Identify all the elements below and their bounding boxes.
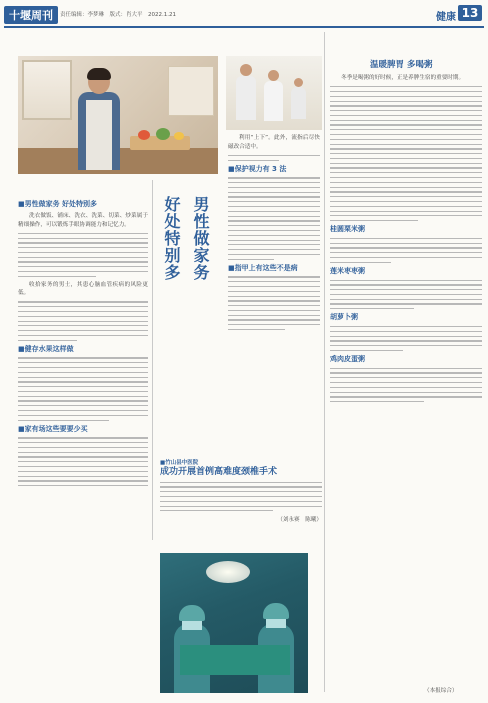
feature-title-line1: 男性做家务 — [191, 196, 210, 281]
paragraph: 洗衣做饭、铺床、洗衣、洗菜、切菜、炒菜属于精细操作，可以锻炼手眼协调能力和记忆力。 — [18, 213, 148, 228]
article-signature: （刘永赛 陈曦） — [277, 517, 322, 524]
feature-title — [156, 196, 216, 406]
feature-title-line2: 好处特别多 — [162, 196, 181, 281]
paragraph-lines — [18, 437, 148, 486]
paragraph-lines — [330, 326, 482, 351]
family-exercise-photo — [226, 56, 322, 130]
page-header — [0, 0, 488, 28]
paragraph-lines — [330, 368, 482, 403]
recipe-name: 桂圆栗米粥 — [330, 225, 365, 234]
recipe-name: 胡萝卜粥 — [330, 313, 358, 322]
paragraph-lines — [18, 357, 148, 420]
subheading: ■男性做家务 好处特别多 — [18, 200, 98, 208]
recipe-name: 鸡肉皮蛋粥 — [330, 355, 365, 364]
section-title: 健康 — [436, 12, 456, 23]
paragraph-lines — [160, 482, 322, 512]
subheading: ■保护视力有 3 法 — [228, 164, 287, 173]
paragraph-lines — [330, 280, 482, 310]
paragraph-lines — [228, 155, 320, 161]
column-divider — [324, 32, 325, 692]
surgery-article — [160, 458, 322, 523]
recipe-name: 莲米枣枣粥 — [330, 266, 365, 275]
paragraph-lines — [18, 233, 148, 277]
article-column-3 — [330, 74, 482, 406]
editor-info: 责任编辑：李梦琳 版式：肖大平 2022.1.21 — [60, 12, 176, 18]
column-divider — [152, 180, 153, 540]
paragraph-lines — [330, 86, 482, 221]
paragraph-lines — [228, 276, 320, 330]
page-number: 13 — [458, 5, 482, 21]
paragraph-lines — [18, 301, 148, 340]
subheading: ■家有场这些要要少买 — [18, 424, 88, 433]
paragraph: 冬季是喝粥的好时候，正是养脾生宿的重要时期。 — [341, 75, 465, 81]
article-title: 温暖脾胃 多喝粥 — [370, 60, 433, 70]
header-divider — [4, 26, 484, 28]
article-column-1 — [18, 196, 148, 490]
subheading: ■健存水果这样做 — [18, 344, 74, 353]
article-column-2 — [228, 134, 320, 334]
man-cooking-photo — [18, 56, 218, 174]
paragraph-lines — [228, 177, 320, 259]
source-note: （本报综合） — [424, 688, 458, 694]
paragraph-lines — [330, 238, 482, 263]
subheading: ■指甲上有这些不是病 — [228, 263, 298, 272]
newspaper-name: 十堰周刊 — [4, 6, 58, 24]
surgery-photo — [160, 553, 308, 693]
article-badge: ■竹山县中医院 — [160, 460, 199, 466]
paragraph: 收拾家务的男士，其患心脑血管疾病的风险更低。 — [18, 281, 148, 297]
article-headline: 成功开展首例高难度颈椎手术 — [160, 467, 278, 477]
paragraph: 利用“上下”。此外，流指后尽快磁改合适中。 — [228, 135, 320, 150]
